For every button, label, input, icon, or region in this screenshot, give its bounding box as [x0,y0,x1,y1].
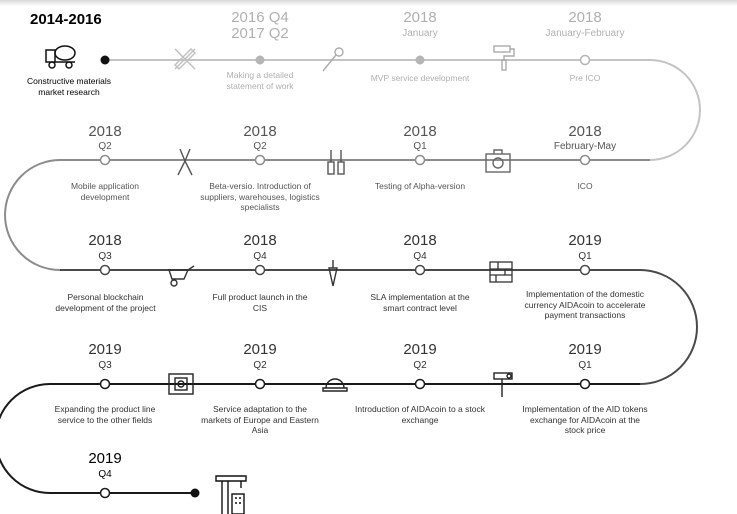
brushes-icon [326,148,348,176]
milestone-year: 2018 [403,9,437,26]
milestone-desc: Full product launch in the CIS [212,292,308,313]
timeline-node [101,156,110,165]
milestone-quarter: Q4 [413,251,427,262]
timeline-node [101,380,110,389]
milestone-year: 2018 [243,232,277,249]
milestone-year: 2018 [88,232,122,249]
blueprint-icon [167,372,195,396]
milestone-year: 2014-2016 [30,11,102,28]
milestone-desc: Implementation of the AID tokens exchange for AIDAcoin at the stock price [522,404,648,435]
milestone-desc: Constructive materials market research [26,76,112,97]
milestone-desc: Pre ICO [569,73,601,83]
milestone-quarter: Q3 [98,360,112,371]
milestone-quarter: Q1 [578,360,592,371]
level-tool-icon [492,371,516,399]
milestone-quarter: Q1 [578,251,592,262]
milestone-year: 2018 [88,123,122,140]
milestone-quarter: Q4 [98,469,112,480]
milestone-year: 2019 [403,341,437,358]
milestone-year: 2018 [568,9,602,26]
ruler-pencil-icon [172,46,198,72]
timeline-node [416,266,425,275]
milestone-desc: Mobile application development [70,181,140,202]
milestone-desc: Expanding the product line service to the other fields [54,404,156,425]
milestone-quarter: Q2 [413,360,427,371]
tower-crane-icon [214,472,248,514]
timeline-node [416,56,425,65]
timeline-node [581,380,590,389]
milestone-quarter: Q1 [413,141,427,152]
trowel-icon [326,258,340,288]
milestone-desc: Personal blockchain development of the project [55,292,156,313]
milestone-desc: Implementation of the domestic currency AIDAcoin to accelerate payment transactions [524,289,646,320]
milestone-quarter: February-May [553,141,617,152]
timeline-node [101,489,110,498]
milestone-year: 2018 [403,232,437,249]
hardhat-icon [322,374,348,394]
milestone-year: 2018 [403,123,437,140]
timeline-node [416,156,425,165]
milestone-quarter: Q4 [253,251,267,262]
milestone-year: 2019 [243,341,277,358]
milestone-desc: MVP service development [370,73,470,83]
milestone-year: 2019 [568,232,602,249]
milestone-year: 2016 Q4 [231,9,289,26]
milestone-quarter: Q2 [98,141,112,152]
timeline-node [256,266,265,275]
milestone-year: 2018 [568,123,602,140]
timeline-node [581,156,590,165]
timeline-node [256,380,265,389]
timeline-end-node [191,489,200,498]
paint-roller-icon [492,44,518,72]
milestone-desc: SLA implementation at the smart contract level [370,292,470,313]
wheelbarrow-icon [166,262,196,288]
milestone-desc: Beta-versio. Introduction of suppliers, warehouses, logistics specialists [200,181,320,212]
milestone-desc: Making a detailed statement of work [226,70,294,91]
milestone-quarter: Q3 [98,251,112,262]
milestone-quarter: January-February [545,28,625,39]
timeline-node [581,266,590,275]
milestone-year: 2019 [88,450,122,467]
milestone-desc: Service adaptation to the markets of Europe and Eastern Asia [201,404,319,435]
toolbox-icon [484,148,512,174]
timeline-node [581,56,590,65]
pliers-icon [174,147,196,177]
timeline-node [256,156,265,165]
milestone-year: 2017 Q2 [231,25,289,42]
milestone-desc: Testing of Alpha-version [374,181,466,191]
wrench-icon [320,46,346,74]
milestone-year: 2018 [243,123,277,140]
timeline-node [256,56,265,65]
milestone-year: 2019 [88,341,122,358]
milestone-quarter: Q2 [253,141,267,152]
milestone-quarter: Q2 [253,360,267,371]
timeline-node [101,266,110,275]
milestone-desc: ICO [577,181,593,191]
milestone-year: 2019 [568,341,602,358]
timeline-node [416,380,425,389]
timeline-node [101,56,110,65]
milestone-desc: Introduction of AIDAcoin to a stock exchange [355,404,485,425]
concrete-mixer-icon [45,44,77,70]
milestone-quarter: January [402,28,438,39]
bricks-icon [488,260,514,284]
